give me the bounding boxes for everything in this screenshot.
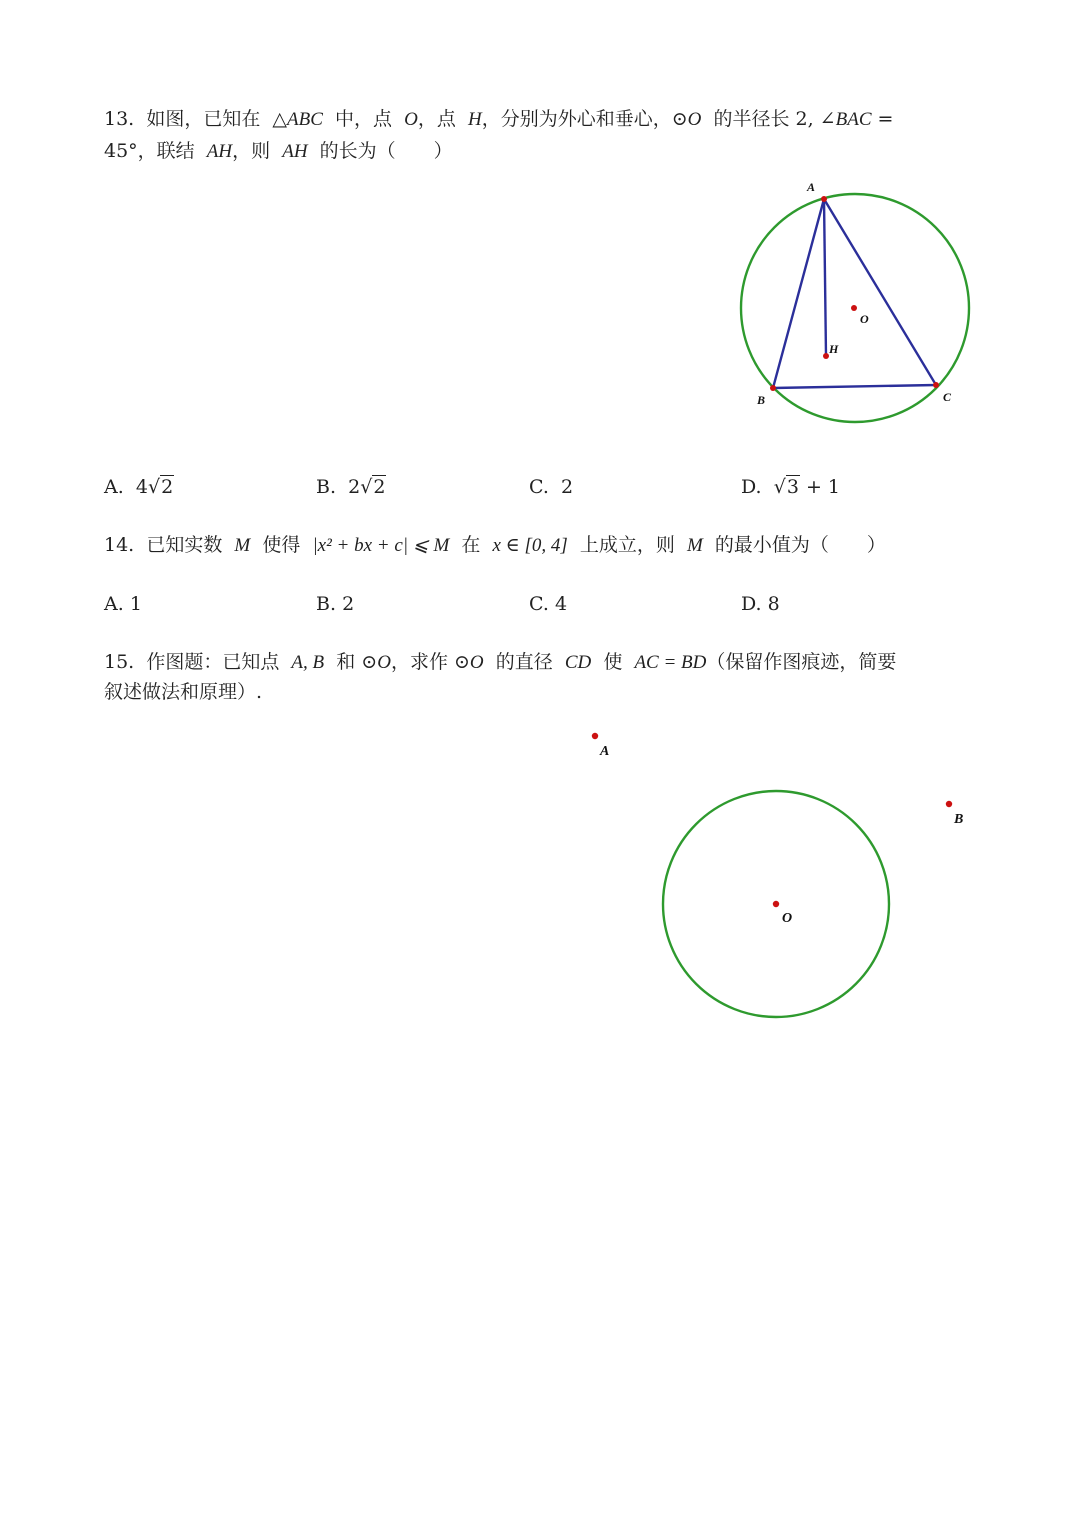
radicand: 3 xyxy=(786,476,799,498)
q15-text: 作图题：已知点 xyxy=(146,651,280,673)
q14-option-b[interactable] xyxy=(316,595,354,614)
q15-text: 使 xyxy=(603,651,623,673)
q15-line1 xyxy=(104,653,896,672)
sqrt-expression: √3 xyxy=(773,476,799,498)
q14-m: M xyxy=(687,535,703,556)
q14-line xyxy=(104,536,886,555)
q13-text: = xyxy=(877,108,894,130)
q15-number: 15. xyxy=(104,651,135,673)
option-value: 2 xyxy=(561,476,574,498)
q15-text: （保留作图痕迹，简要 xyxy=(706,651,897,673)
q14-option-a[interactable] xyxy=(104,595,142,614)
q13-o: O xyxy=(404,109,418,130)
option-coef: 4 xyxy=(135,476,148,498)
q13-bac: BAC xyxy=(835,109,872,130)
q15-text: 叙述做法和原理）. xyxy=(104,681,263,703)
option-value: 8 xyxy=(767,593,780,615)
option-letter: B. xyxy=(316,476,337,498)
q13-text: ，则 xyxy=(232,140,271,162)
segment-ah xyxy=(824,199,826,356)
q14-option-d[interactable] xyxy=(741,595,780,614)
point-a xyxy=(592,733,598,739)
point-a xyxy=(821,196,827,202)
option-letter: C. xyxy=(529,476,549,498)
q14-option-c[interactable] xyxy=(529,595,567,614)
label-h: H xyxy=(829,342,839,356)
q15-text: 的直径 xyxy=(495,651,553,673)
q13-text: ，点 xyxy=(417,108,456,130)
option-letter: A. xyxy=(104,593,124,615)
q15-figure xyxy=(592,733,964,1017)
label-b: B xyxy=(757,393,766,407)
triangle-symbol: △ xyxy=(272,108,288,130)
option-value: 1 xyxy=(129,593,142,615)
sqrt-expression: √2 xyxy=(147,476,174,498)
option-letter: D. xyxy=(741,476,762,498)
q13-text: 的半径长 2, ∠ xyxy=(713,108,836,130)
q15-equation: AC = BD xyxy=(634,652,707,673)
q13-text: 45°，联结 xyxy=(104,140,195,162)
label-a: A xyxy=(600,744,610,759)
q13-text: 的长为（ ） xyxy=(319,140,453,162)
q13-text: 中，点 xyxy=(335,108,393,130)
option-value: 2 xyxy=(342,593,355,615)
option-letter: B. xyxy=(316,593,337,615)
option-letter: C. xyxy=(529,593,549,615)
radicand: 2 xyxy=(373,476,386,498)
option-letter: D. xyxy=(741,593,762,615)
q14-text: 已知实数 xyxy=(146,534,223,556)
q15-ab: A, B xyxy=(291,652,325,673)
q13-option-c[interactable] xyxy=(529,478,573,497)
q13-option-a[interactable] xyxy=(104,478,174,497)
label-c: C xyxy=(943,390,952,404)
label-b: B xyxy=(954,812,964,827)
label-o: O xyxy=(860,312,869,326)
q14-domain: x ∈ [0, 4] xyxy=(492,535,568,556)
q15-o: O xyxy=(469,652,484,673)
q13-text: 如图，已知在 xyxy=(146,108,261,130)
q13-h: H xyxy=(467,109,482,130)
option-coef: 2 xyxy=(348,476,361,498)
point-b xyxy=(770,385,776,391)
label-o: O xyxy=(782,911,793,926)
q14-inequality: |x² + bx + c| ⩽ M xyxy=(312,535,450,556)
triangle-abc xyxy=(773,199,936,388)
q14-text: 在 xyxy=(461,534,481,556)
point-b xyxy=(946,801,952,807)
q13-abc: ABC xyxy=(287,109,323,130)
q13-ah: AH xyxy=(206,141,233,162)
q14-text: 的最小值为（ ） xyxy=(714,534,886,556)
q14-m: M xyxy=(234,535,251,556)
q13-text: ，分别为外心和垂心，⊙ xyxy=(481,108,688,130)
q15-text: ，求作 ⊙ xyxy=(390,651,470,673)
option-tail: + 1 xyxy=(805,476,841,498)
q15-text: 和 ⊙ xyxy=(336,651,378,673)
q13-option-d[interactable] xyxy=(741,478,840,497)
q13-option-b[interactable] xyxy=(316,478,386,497)
label-a: A xyxy=(807,180,816,194)
q15-o: O xyxy=(377,652,391,673)
radicand: 2 xyxy=(161,476,174,498)
option-value: 4 xyxy=(554,593,568,615)
q14-text: 使得 xyxy=(262,534,301,556)
point-o xyxy=(773,901,779,907)
q13-ah: AH xyxy=(282,141,308,162)
q13-o2: O xyxy=(687,109,702,130)
point-o xyxy=(851,305,857,311)
q14-text: 上成立，则 xyxy=(579,534,675,556)
q14-number: 14. xyxy=(104,534,135,556)
sqrt-expression: √2 xyxy=(360,476,386,498)
point-c xyxy=(933,382,939,388)
q13-figure xyxy=(741,180,969,422)
option-letter: A. xyxy=(104,476,124,498)
q13-number: 13. xyxy=(104,108,135,130)
q15-line2 xyxy=(104,683,262,702)
q15-cd: CD xyxy=(564,652,592,673)
